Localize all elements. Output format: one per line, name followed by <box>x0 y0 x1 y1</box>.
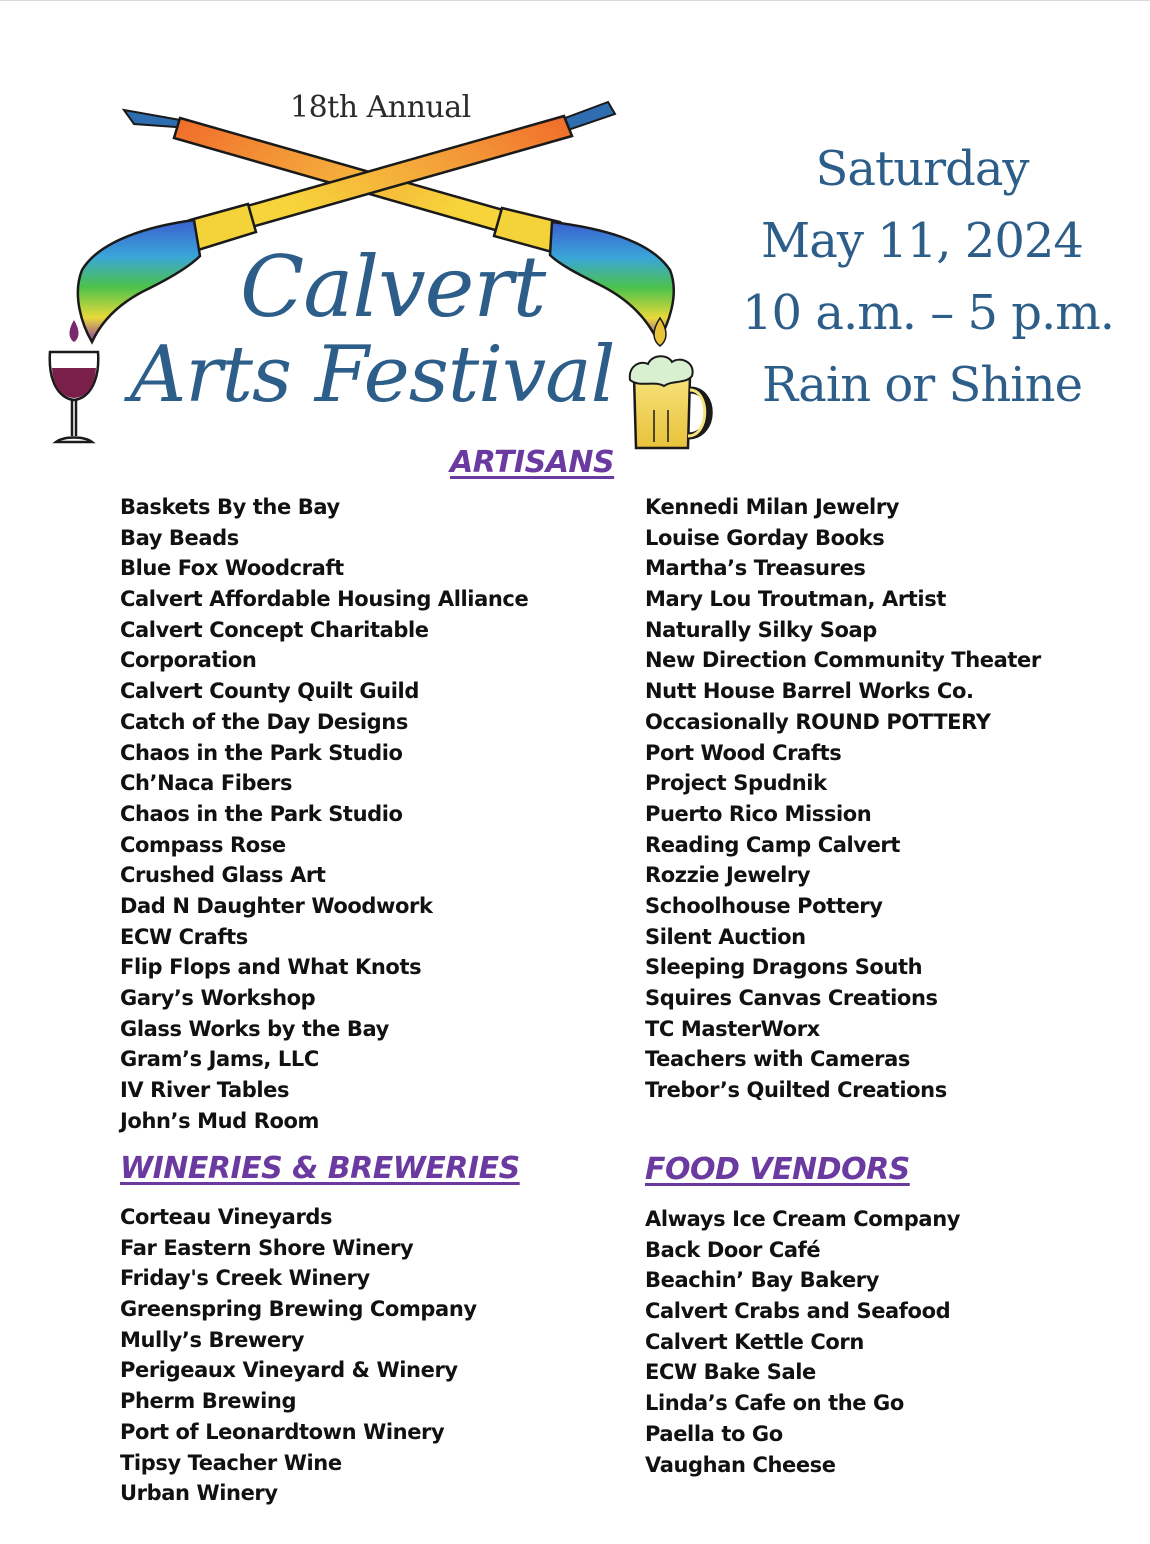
vendor-item: Dad N Daughter Woodwork <box>120 893 433 918</box>
vendor-item: Greenspring Brewing Company <box>120 1297 477 1322</box>
event-time: 10 a.m. – 5 p.m. <box>742 285 1115 341</box>
vendor-item: Calvert County Quilt Guild <box>120 679 419 704</box>
vendor-item: Rozzie Jewelry <box>645 863 811 888</box>
artisans-heading: ARTISANS <box>450 445 615 480</box>
vendor-item: Project Spudnik <box>645 771 827 796</box>
vendor-item: Paella to Go <box>645 1421 783 1446</box>
beer-foam <box>630 356 693 386</box>
wineries-list <box>120 1202 477 1509</box>
vendor-item: Mully’s Brewery <box>120 1327 305 1352</box>
event-date: May 11, 2024 <box>761 213 1083 269</box>
vendor-item: Vaughan Cheese <box>645 1452 836 1477</box>
vendor-item: Squires Canvas Creations <box>645 986 938 1010</box>
vendor-item: Glass Works by the Bay <box>120 1016 389 1041</box>
vendor-item: Reading Camp Calvert <box>645 832 901 857</box>
page-top-border <box>0 0 1150 1</box>
vendor-item: Puerto Rico Mission <box>645 801 872 826</box>
vendor-item: ECW Bake Sale <box>645 1360 816 1385</box>
annual-edition-label: 18th Annual <box>290 90 471 125</box>
vendor-item: Tipsy Teacher Wine <box>120 1450 342 1475</box>
vendor-item: Naturally Silky Soap <box>645 617 877 642</box>
vendor-item: Calvert Concept Charitable <box>120 617 429 642</box>
event-info <box>742 133 1115 421</box>
festival-title-line-2: Arts Festival <box>130 330 615 420</box>
vendor-item: Far Eastern Shore Winery <box>120 1235 414 1260</box>
vendor-item: Port of Leonardtown Winery <box>120 1419 445 1444</box>
vendor-item: Baskets By the Bay <box>120 495 340 519</box>
vendor-item: Silent Auction <box>645 924 806 949</box>
vendor-item: Gram’s Jams, LLC <box>120 1047 319 1072</box>
vendor-item: Calvert Kettle Corn <box>645 1329 864 1354</box>
vendor-item: Teachers with Cameras <box>645 1047 910 1072</box>
vendor-item: Calvert Crabs and Seafood <box>645 1299 951 1324</box>
brush-bristles <box>78 220 200 342</box>
vendor-item: Back Door Café <box>645 1237 821 1262</box>
vendor-item: New Direction Community Theater <box>645 648 1041 673</box>
vendor-item: Crushed Glass Art <box>120 863 326 888</box>
vendor-item: Trebor’s Quilted Creations <box>645 1078 947 1103</box>
food-vendors-heading: FOOD VENDORS <box>645 1152 910 1187</box>
brush-bristles <box>550 222 674 342</box>
vendor-item: Flip Flops and What Knots <box>120 955 422 980</box>
vendor-item: Mary Lou Troutman, Artist <box>645 587 946 612</box>
vendor-item: ECW Crafts <box>120 924 248 949</box>
paint-drip-purple <box>70 320 79 342</box>
vendor-item: Chaos in the Park Studio <box>120 801 403 826</box>
vendor-item: Martha’s Treasures <box>645 556 866 581</box>
vendor-item: Bay Beads <box>120 525 239 550</box>
artisans-list-column-2 <box>645 492 1041 1106</box>
vendor-item: Louise Gorday Books <box>645 525 885 550</box>
vendor-item: Chaos in the Park Studio <box>120 740 403 765</box>
vendor-item: Schoolhouse Pottery <box>645 893 883 918</box>
vendor-item: Compass Rose <box>120 832 286 857</box>
vendor-item: Ch’Naca Fibers <box>120 771 293 796</box>
vendor-item: Occasionally ROUND POTTERY <box>645 709 991 734</box>
event-weather: Rain or Shine <box>762 357 1082 413</box>
vendor-item: Corporation <box>120 648 257 673</box>
festival-title-line-1: Calvert <box>240 238 546 336</box>
vendor-item: Calvert Affordable Housing Alliance <box>120 587 529 612</box>
vendor-item: John’s Mud Room <box>120 1108 320 1133</box>
vendor-item: TC MasterWorx <box>645 1016 820 1041</box>
artisans-list-column-1 <box>120 492 528 1136</box>
vendor-item: Linda’s Cafe on the Go <box>645 1391 904 1416</box>
vendor-item: Nutt House Barrel Works Co. <box>645 679 974 704</box>
vendor-item: Beachin’ Bay Bakery <box>645 1268 880 1293</box>
vendor-item: Always Ice Cream Company <box>645 1207 961 1231</box>
vendor-item: Gary’s Workshop <box>120 986 316 1010</box>
vendor-item: Friday's Creek Winery <box>120 1266 370 1291</box>
beer-mug-icon <box>634 376 690 448</box>
vendor-item: Port Wood Crafts <box>645 740 842 765</box>
vendor-item: Catch of the Day Designs <box>120 709 408 734</box>
festival-logo <box>40 80 730 470</box>
event-day: Saturday <box>815 141 1029 197</box>
vendor-item: Pherm Brewing <box>120 1389 297 1414</box>
wineries-heading: WINERIES & BREWERIES <box>120 1151 520 1186</box>
vendor-item: Urban Winery <box>120 1481 278 1506</box>
vendor-item: Corteau Vineyards <box>120 1205 333 1229</box>
food-vendors-list <box>645 1204 960 1480</box>
vendor-item: Kennedi Milan Jewelry <box>645 495 900 519</box>
vendor-item: Blue Fox Woodcraft <box>120 556 344 581</box>
vendor-item: IV River Tables <box>120 1078 290 1103</box>
vendor-item: Sleeping Dragons South <box>645 955 923 980</box>
vendor-item: Perigeaux Vineyard & Winery <box>120 1358 458 1383</box>
